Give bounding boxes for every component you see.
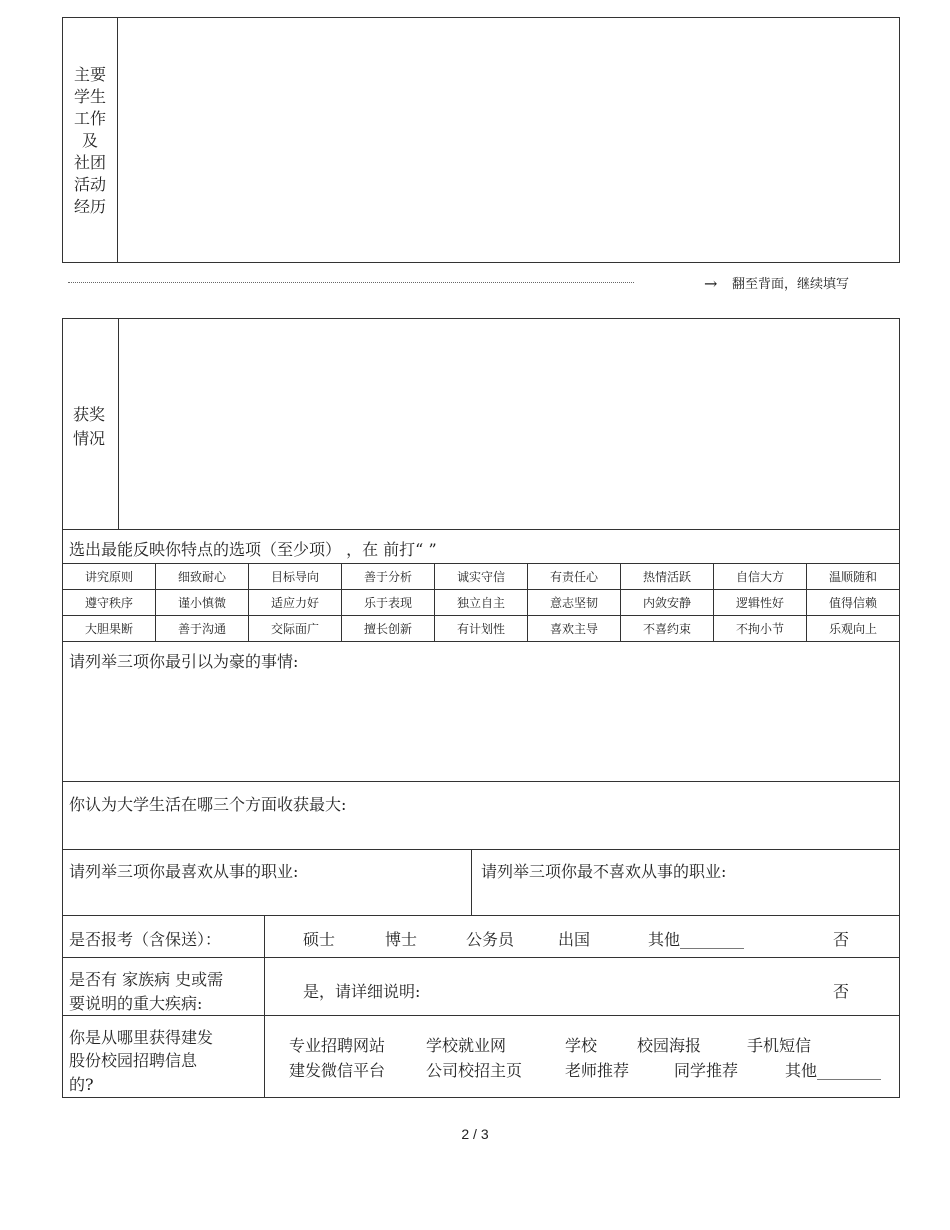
trait-option[interactable]: 谨小慎微 (156, 590, 249, 616)
exam-bottom-line (62, 957, 900, 958)
trait-option[interactable]: 热情活跃 (621, 564, 714, 590)
arrow-icon: → (704, 274, 718, 293)
trait-option[interactable]: 值得信赖 (807, 590, 900, 616)
experience-divider (117, 17, 118, 263)
trait-option[interactable]: 有责任心 (528, 564, 621, 590)
traits-table (62, 563, 900, 642)
exam-option-other[interactable]: 其他________ (648, 930, 745, 949)
traits-row (63, 590, 900, 616)
source-option[interactable]: 校园海报 (637, 1036, 702, 1055)
source-label-line1: 你是从哪里获得建发 (69, 1028, 214, 1047)
exam-label: 是否报考（含保送）： (69, 930, 222, 949)
disease-label-line1: 是否有 家族病 史或需 (69, 970, 224, 989)
trait-option[interactable]: 目标导向 (249, 564, 342, 590)
career-bottom-line (62, 915, 900, 916)
trait-option[interactable]: 喜欢主导 (528, 616, 621, 642)
trait-option[interactable]: 善于分析 (342, 564, 435, 590)
trait-option[interactable]: 乐观向上 (807, 616, 900, 642)
disease-label-line2: 要说明的重大疾病: (69, 994, 203, 1013)
trait-option[interactable]: 温顺随和 (807, 564, 900, 590)
trait-option[interactable]: 善于沟通 (156, 616, 249, 642)
career-like-prompt: 请列举三项你最喜欢从事的职业: (69, 862, 299, 881)
career-dislike-prompt: 请列举三项你最不喜欢从事的职业: (481, 862, 727, 881)
trait-option[interactable]: 诚实守信 (435, 564, 528, 590)
proud-prompt: 请列举三项你最引以为豪的事情: (69, 652, 299, 671)
trait-option[interactable]: 擅长创新 (342, 616, 435, 642)
experience-label: 主要 学生 工作 及 社团 活动 经历 (73, 65, 106, 216)
exam-option-civil-servant[interactable]: 公务员 (466, 930, 515, 949)
trait-option[interactable]: 大胆果断 (63, 616, 156, 642)
exam-option-master[interactable]: 硕士 (303, 930, 336, 949)
source-option[interactable]: 老师推荐 (565, 1061, 630, 1080)
trait-option[interactable]: 适应力好 (249, 590, 342, 616)
awards-bottom-line (62, 529, 900, 530)
source-option[interactable]: 其他________ (785, 1061, 882, 1080)
source-label-line3: 的? (69, 1075, 94, 1094)
proud-input-area[interactable] (64, 676, 898, 778)
source-option[interactable]: 学校就业网 (426, 1036, 507, 1055)
continue-note: 翻至背面，继续填写 (732, 277, 850, 292)
career-divider (471, 849, 472, 915)
trait-option[interactable]: 有计划性 (435, 616, 528, 642)
awards-input-area[interactable] (120, 320, 898, 527)
gain-bottom-line (62, 849, 900, 850)
exam-option-phd[interactable]: 博士 (385, 930, 418, 949)
trait-option[interactable]: 不喜约束 (621, 616, 714, 642)
gain-prompt: 你认为大学生活在哪三个方面收获最大: (69, 795, 347, 814)
disease-yes-option[interactable]: 是，请详细说明: (303, 982, 421, 1001)
disease-no-option[interactable]: 否 (833, 982, 850, 1001)
traits-prompt: 选出最能反映你特点的选项（至少项） ，在 前打“ ” (69, 540, 437, 559)
source-option[interactable]: 同学推荐 (674, 1061, 739, 1080)
source-option[interactable]: 建发微信平台 (289, 1061, 386, 1080)
page-number: 2 / 3 (461, 1126, 489, 1142)
trait-option[interactable]: 意志坚韧 (528, 590, 621, 616)
awards-divider (118, 318, 119, 529)
trait-option[interactable]: 遵守秩序 (63, 590, 156, 616)
trait-option[interactable]: 内敛安静 (621, 590, 714, 616)
trait-option[interactable]: 自信大方 (714, 564, 807, 590)
proud-bottom-line (62, 781, 900, 782)
experience-input-area[interactable] (119, 19, 898, 261)
source-label-line2: 股份校园招聘信息 (69, 1051, 198, 1070)
trait-option[interactable]: 讲究原则 (63, 564, 156, 590)
disease-bottom-line (62, 1015, 900, 1016)
source-option[interactable]: 专业招聘网站 (289, 1036, 386, 1055)
gain-input-area[interactable] (64, 818, 898, 846)
exam-option-abroad[interactable]: 出国 (558, 930, 591, 949)
source-option[interactable]: 学校 (565, 1036, 598, 1055)
trait-option[interactable]: 不拘小节 (714, 616, 807, 642)
trait-option[interactable]: 逻辑性好 (714, 590, 807, 616)
trait-option[interactable]: 交际面广 (249, 616, 342, 642)
source-option[interactable]: 手机短信 (747, 1036, 812, 1055)
source-option[interactable]: 公司校招主页 (426, 1061, 523, 1080)
awards-label: 获奖 情况 (72, 405, 105, 448)
trait-option[interactable]: 乐于表现 (342, 590, 435, 616)
trait-option[interactable]: 细致耐心 (156, 564, 249, 590)
traits-row (63, 564, 900, 590)
exam-option-no[interactable]: 否 (833, 930, 850, 949)
trait-option[interactable]: 独立自主 (435, 590, 528, 616)
lower-label-divider (264, 915, 265, 1098)
traits-row (63, 616, 900, 642)
dotted-separator (68, 282, 634, 283)
